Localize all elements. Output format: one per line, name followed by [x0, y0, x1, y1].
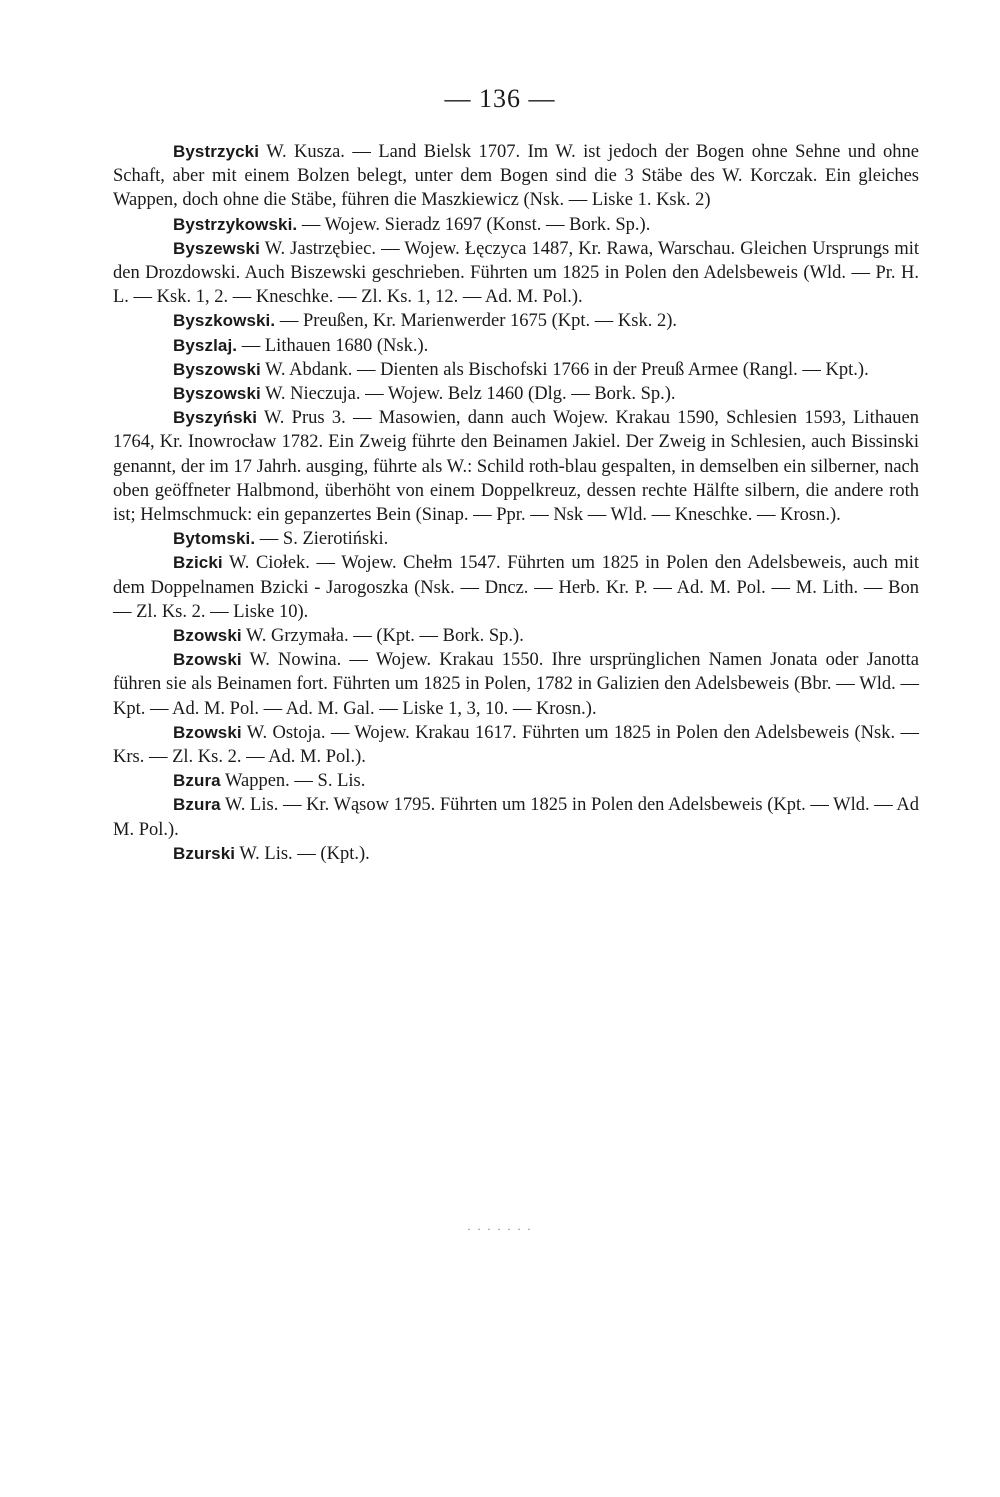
- entry: [113, 406, 919, 527]
- entry-text: W. Abdank. — Dienten als Bischofski 1766 in der Preuß Armee (Rangl. — Kpt.).: [265, 359, 869, 380]
- entry-text: — Preußen, Kr. Marienwerder 1675 (Kpt. — Ksk. 2).: [279, 311, 677, 332]
- entry: [113, 382, 919, 406]
- entry-surname: Bzowski: [173, 626, 242, 646]
- entry-text: W. Nieczuja. — Wojew. Belz 1460 (Dlg. — Bork. Sp.).: [265, 384, 676, 405]
- entry: [113, 358, 919, 382]
- entry: [113, 721, 919, 769]
- entry-text: W. Jastrzębiec. — Wojew. Łęczyca 1487, Kr. Rawa, Warschau. Gleichen Ursprungs mit den Drozdowski. Auch Biszewski geschrieben. Führten um 1825 in Polen den Adelsbeweis (Wld. — Pr. H. L. — Ksk. 1, 2. — Kneschke. — Zl. Ks. 1, 12. — Ad. M. Pol.).: [113, 238, 919, 308]
- entry: [113, 793, 919, 841]
- entry-list: [113, 140, 919, 866]
- entry-text: W. Ostoja. — Wojew. Krakau 1617. Führten um 1825 in Polen den Adelsbeweis (Nsk. — Krs. — Zl. Ks. 2. — Ad. M. Pol.).: [113, 722, 919, 768]
- entry-surname: Bytomski.: [173, 529, 256, 549]
- entry: [113, 648, 919, 721]
- entry-text: W. Nowina. — Wojew. Krakau 1550. Ihre ursprünglichen Namen Jonata oder Janotta führen sie als Beinamen fort. Führten um 1825 in Polen, 1782 in Galizien den Adelsbeweis (Bbr. — Wld. — Kpt. — Ad. M. Pol. — Ad. M. Gal. — Liske 1, 3, 10. — Krosn.).: [113, 650, 919, 719]
- page-number: — 136 —: [444, 84, 556, 113]
- entry-surname: Byszlaj.: [173, 335, 238, 355]
- entry-text: W. Lis. — Kr. Wąsow 1795. Führten um 1825 in Polen den Adelsbeweis (Kpt. — Wld. — Ad M. Pol.).: [113, 795, 919, 840]
- entry-text: W. Lis. — (Kpt.).: [239, 843, 370, 864]
- entry: [113, 237, 919, 310]
- entry-surname: Bzura: [173, 771, 221, 791]
- entry: [113, 140, 919, 213]
- entry-text: Wappen. — S. Lis.: [225, 771, 366, 792]
- entry-surname: Byszowski: [173, 384, 261, 404]
- entry-surname: Bzowski: [173, 722, 242, 742]
- entry: [113, 213, 919, 237]
- entry: [113, 624, 919, 648]
- entry-text: — S. Zierotiński.: [259, 529, 389, 550]
- entry-surname: Bzura: [173, 795, 221, 815]
- entry-surname: Bzicki: [173, 553, 223, 573]
- entry: [113, 527, 919, 551]
- entry-surname: Byszkowski.: [173, 311, 276, 331]
- end-mark: . . . . . . .: [467, 1219, 533, 1233]
- entry-surname: Byszowski: [173, 359, 261, 379]
- entry: [113, 842, 919, 866]
- entry-text: — Wojew. Sieradz 1697 (Konst. — Bork. Sp.).: [301, 214, 651, 235]
- entry-surname: Bystrzykowski.: [173, 214, 298, 234]
- entry-text: W. Prus 3. — Masowien, dann auch Wojew. Krakau 1590, Schlesien 1593, Lithauen 1764, Kr. Inowrocław 1782. Ein Zweig führte den Beinamen Jakiel. Der Zweig in Schlesien, auch Bissinski genannt, der im 17 Jahrh. ausging, führte als W.: Schild roth-blau gespalten, in demselben ein silberner, nach oben geöffneter Halbmond, überhöht von einem Doppelkreuz, dessen rechte Hälfte silbern, die andere roth ist; Helmschmuck: ein gepanzertes Bein (Sinap. — Ppr. — Nsk — Wld. — Kneschke. — Krosn.).: [113, 408, 919, 526]
- entry-surname: Bystrzycki: [173, 142, 260, 161]
- entry: [113, 769, 919, 793]
- entry-surname: Byszewski: [173, 238, 260, 258]
- entry: [113, 334, 919, 358]
- entry-text: W. Grzymała. — (Kpt. — Bork. Sp.).: [246, 626, 524, 647]
- entry-text: W. Ciołek. — Wojew. Chełm 1547. Führten um 1825 in Polen den Adelsbeweis, auch mit dem Doppelnamen Bzicki - Jarogoszka (Nsk. — Dncz. — Herb. Kr. P. — Ad. M. Pol. — M. Lith. — Bon — Zl. Ks. 2. — Liske 10).: [113, 553, 919, 622]
- entry-text: W. Kusza. — Land Bielsk 1707. Im W. ist jedoch der Bogen ohne Sehne und ohne Schaft, aber mit einem Bolzen belegt, unter dem Bogen sind die 3 Stäbe des W. Korczak. Ein gleiches Wappen, doch ohne die Stäbe, führen die Maszkiewicz (Nsk. — Liske 1. Ksk. 2): [113, 142, 919, 211]
- entry-text: — Lithauen 1680 (Nsk.).: [241, 335, 429, 356]
- entry: [113, 309, 919, 333]
- entry-surname: Byszyński: [173, 408, 258, 428]
- entry-surname: Bzowski: [173, 650, 242, 670]
- entry: [113, 551, 919, 624]
- entry-surname: Bzurski: [173, 843, 236, 863]
